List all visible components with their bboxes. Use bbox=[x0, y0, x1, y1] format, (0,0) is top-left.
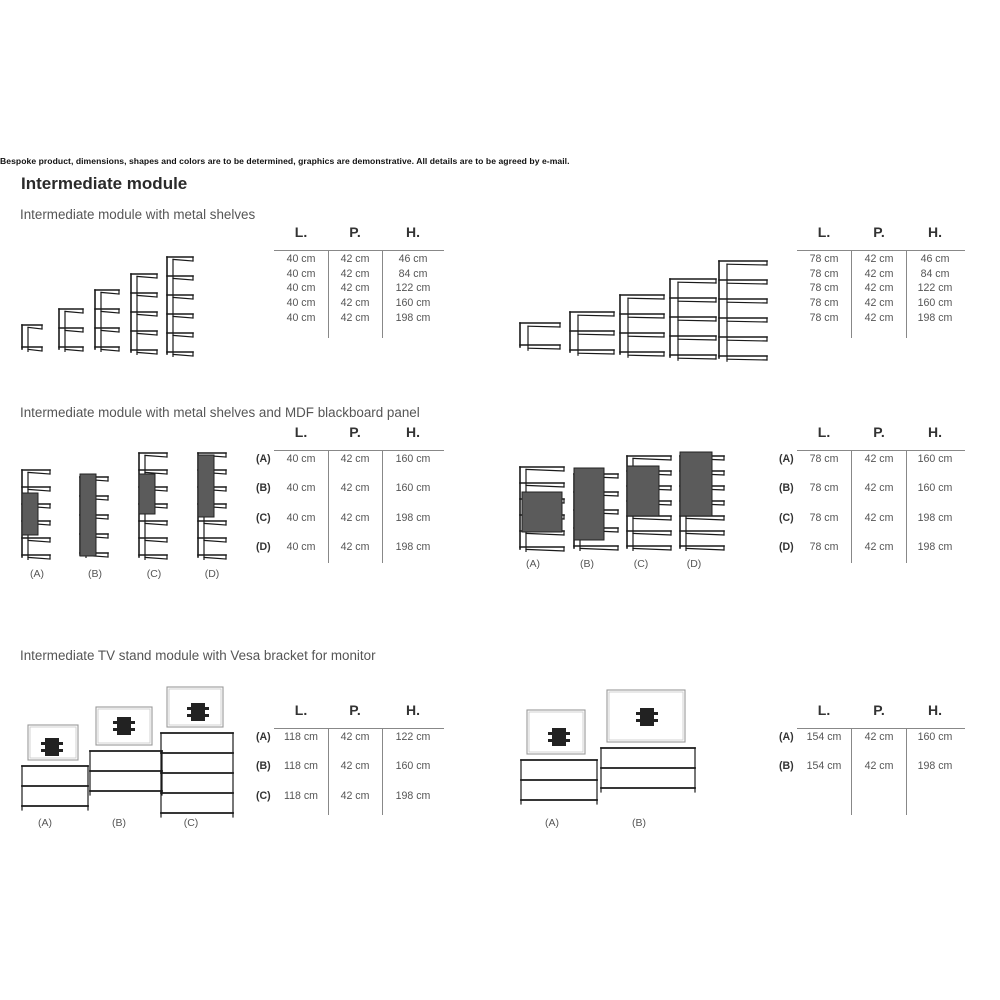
column-header: H. bbox=[928, 424, 942, 440]
table-cell-p: 42 cm bbox=[864, 453, 894, 465]
table-cell-p: 42 cm bbox=[340, 789, 370, 802]
table-cell-h: 160 cm bbox=[917, 482, 953, 495]
shelf-frame-stroke bbox=[633, 458, 671, 460]
table-cell-l: 40 cm bbox=[286, 253, 316, 265]
figure-caption: (D) bbox=[686, 558, 702, 570]
table-cell-p: 42 cm bbox=[340, 267, 370, 280]
table-cell-h: 198 cm bbox=[917, 760, 953, 773]
table-cell-h: 84 cm bbox=[920, 267, 950, 280]
shelf-frame-stroke bbox=[101, 292, 119, 294]
column-header: L. bbox=[817, 702, 831, 718]
table-cell-p: 42 cm bbox=[864, 760, 894, 773]
shelf-frame-stroke bbox=[137, 333, 157, 335]
vesa-bracket bbox=[191, 703, 205, 721]
table-cell-h: 160 cm bbox=[395, 297, 431, 310]
shelf-frame-stroke bbox=[686, 548, 724, 550]
tv-panel-inner bbox=[169, 689, 221, 725]
row-variant-label: (A) bbox=[779, 731, 794, 743]
blackboard-panel bbox=[198, 455, 214, 517]
shelf-frame-stroke bbox=[28, 489, 50, 491]
column-header: P. bbox=[349, 424, 361, 440]
tv-panel-outline bbox=[167, 687, 223, 727]
tv-panel-outline bbox=[527, 710, 585, 754]
table-cell-h: 122 cm bbox=[917, 282, 953, 295]
shelf-frame-stroke bbox=[580, 512, 618, 514]
vesa-bracket-arm bbox=[41, 749, 63, 752]
shelf-frame-stroke bbox=[145, 472, 167, 474]
table-cell-l: 78 cm bbox=[809, 297, 839, 310]
column-header: L. bbox=[294, 224, 308, 240]
shelf-frame-stroke bbox=[727, 359, 767, 360]
shelf-frame-stroke bbox=[686, 533, 724, 535]
row-variant-label: (C) bbox=[256, 789, 271, 802]
shelf-frame-stroke bbox=[145, 557, 167, 559]
table-cell-h: 84 cm bbox=[398, 267, 428, 280]
table-cell-h: 160 cm bbox=[395, 453, 431, 465]
table-cell-p: 42 cm bbox=[340, 540, 370, 553]
vesa-bracket-arm bbox=[636, 719, 658, 722]
shelf-frame-stroke bbox=[578, 334, 614, 335]
shelf-frame-stroke bbox=[173, 297, 193, 299]
shelf-frame-stroke bbox=[86, 479, 108, 481]
shelf-frame-stroke bbox=[173, 259, 193, 261]
tv-panel-inner bbox=[609, 692, 683, 740]
table-cell-h: 198 cm bbox=[395, 540, 431, 553]
row-variant-label: (A) bbox=[256, 453, 271, 465]
shelf-frame-stroke bbox=[145, 540, 167, 542]
table-header-rule bbox=[274, 728, 444, 729]
shelf-frame-stroke bbox=[526, 517, 564, 519]
table-cell-p: 42 cm bbox=[864, 311, 894, 324]
shelf-frame-stroke bbox=[678, 358, 716, 359]
table-cell-l: 40 cm bbox=[286, 297, 316, 310]
table-column-rule bbox=[906, 450, 907, 563]
vesa-bracket-arm bbox=[187, 714, 209, 717]
table-cell-l: 118 cm bbox=[284, 760, 318, 773]
shelf-frame-stroke bbox=[727, 321, 767, 322]
shelf-frame-stroke bbox=[137, 276, 157, 278]
blackboard-panel bbox=[22, 493, 38, 535]
vesa-bracket-arm bbox=[113, 728, 135, 731]
table-cell-h: 122 cm bbox=[395, 282, 431, 295]
shelf-frame-stroke bbox=[686, 458, 724, 460]
shelf-frame-stroke bbox=[578, 315, 614, 316]
shelf-frame-stroke bbox=[86, 536, 108, 538]
shelf-frame-stroke bbox=[28, 506, 50, 508]
table-cell-p: 42 cm bbox=[864, 267, 894, 280]
shelf-frame-stroke bbox=[145, 455, 167, 457]
vesa-bracket-arm bbox=[113, 721, 135, 724]
table-cell-p: 42 cm bbox=[340, 511, 370, 524]
row-variant-label: (B) bbox=[779, 760, 794, 773]
shelf-frame-stroke bbox=[137, 352, 157, 354]
table-column-rule bbox=[906, 250, 907, 338]
table-column-rule bbox=[851, 250, 852, 338]
shelf-frame-stroke bbox=[145, 523, 167, 525]
figure-caption: (B) bbox=[580, 558, 594, 570]
table-header-rule bbox=[797, 450, 965, 451]
table-header-rule bbox=[797, 728, 965, 729]
shelf-frame-stroke bbox=[580, 476, 618, 478]
table-cell-p: 42 cm bbox=[864, 297, 894, 310]
page-title: Intermediate module bbox=[21, 174, 188, 193]
shelf-frame-stroke bbox=[86, 517, 108, 519]
column-header: L. bbox=[294, 702, 308, 718]
shelf-frame-stroke bbox=[628, 298, 664, 299]
row-variant-label: (B) bbox=[256, 760, 271, 773]
column-header: H. bbox=[928, 224, 942, 240]
shelf-frame-stroke bbox=[526, 501, 564, 503]
table-column-rule bbox=[851, 450, 852, 563]
shelf-frame-stroke bbox=[137, 295, 157, 297]
figure-caption: (A) bbox=[545, 817, 559, 829]
table-cell-p: 42 cm bbox=[864, 282, 894, 295]
shelf-frame-stroke bbox=[578, 353, 614, 354]
shelf-frame-stroke bbox=[65, 330, 83, 332]
blackboard-panel bbox=[574, 468, 604, 540]
table-cell-l: 78 cm bbox=[809, 282, 839, 295]
shelf-frame-stroke bbox=[204, 523, 226, 525]
shelf-frame-stroke bbox=[173, 316, 193, 318]
shelf-frame-stroke bbox=[580, 494, 618, 496]
vesa-bracket bbox=[117, 717, 131, 735]
shelf-frame-stroke bbox=[686, 473, 724, 475]
shelf-frame-stroke bbox=[633, 533, 671, 535]
shelf-frame-stroke bbox=[204, 506, 226, 508]
shelf-frame-stroke bbox=[65, 311, 83, 313]
table-cell-l: 40 cm bbox=[286, 540, 316, 553]
shelf-frame-stroke bbox=[678, 282, 716, 283]
disclaimer-text: Bespoke product, dimensions, shapes and colors are to be determined, graphics are demonstrative. All details are to be agreed by e-mail. bbox=[0, 156, 570, 166]
column-header: H. bbox=[406, 424, 420, 440]
shelf-frame-stroke bbox=[628, 336, 664, 337]
table-header-rule bbox=[274, 250, 444, 251]
vesa-bracket-arm bbox=[41, 742, 63, 745]
blackboard-panel bbox=[139, 474, 155, 514]
table-cell-h: 160 cm bbox=[917, 731, 953, 743]
column-header: H. bbox=[928, 702, 942, 718]
shelf-frame-stroke bbox=[727, 264, 767, 265]
shelf-frame-stroke bbox=[633, 473, 671, 475]
figure-caption: (D) bbox=[204, 568, 220, 580]
shelf-frame-stroke bbox=[28, 349, 42, 351]
column-header: L. bbox=[817, 424, 831, 440]
shelf-frame-stroke bbox=[727, 340, 767, 341]
shelf-frame-stroke bbox=[580, 530, 618, 532]
table-column-rule bbox=[382, 728, 383, 815]
column-header: L. bbox=[294, 424, 308, 440]
table-cell-p: 42 cm bbox=[864, 731, 894, 743]
table-cell-p: 42 cm bbox=[340, 760, 370, 773]
shelf-frame-stroke bbox=[727, 283, 767, 284]
table-column-rule bbox=[906, 728, 907, 815]
table-column-rule bbox=[382, 450, 383, 563]
vesa-bracket-arm bbox=[636, 712, 658, 715]
table-cell-h: 198 cm bbox=[917, 511, 953, 524]
row-variant-label: (B) bbox=[256, 482, 271, 495]
table-cell-p: 42 cm bbox=[340, 482, 370, 495]
row-variant-label: (D) bbox=[779, 540, 794, 553]
column-header: P. bbox=[349, 224, 361, 240]
shelf-frame-stroke bbox=[137, 314, 157, 316]
column-header: P. bbox=[873, 224, 885, 240]
table-cell-p: 42 cm bbox=[864, 253, 894, 265]
figure-caption: (A) bbox=[30, 568, 44, 580]
table-cell-p: 42 cm bbox=[864, 482, 894, 495]
column-header: L. bbox=[817, 224, 831, 240]
table-cell-l: 78 cm bbox=[809, 511, 839, 524]
figure-caption: (A) bbox=[38, 817, 52, 829]
shelf-frame-stroke bbox=[28, 327, 42, 329]
row-variant-label: (B) bbox=[779, 482, 794, 495]
tv-panel-inner bbox=[30, 727, 76, 758]
table-cell-h: 198 cm bbox=[395, 511, 431, 524]
shelf-frame-stroke bbox=[526, 469, 564, 471]
table-cell-p: 42 cm bbox=[340, 282, 370, 295]
shelf-frame-stroke bbox=[678, 301, 716, 302]
figure-caption: (C) bbox=[183, 817, 199, 829]
table-cell-l: 40 cm bbox=[286, 482, 316, 495]
table-cell-h: 160 cm bbox=[395, 482, 431, 495]
table-column-rule bbox=[328, 728, 329, 815]
table-cell-l: 78 cm bbox=[809, 482, 839, 495]
column-header: H. bbox=[406, 224, 420, 240]
shelf-frame-stroke bbox=[633, 548, 671, 550]
shelf-frame-stroke bbox=[28, 472, 50, 474]
table-header-rule bbox=[797, 250, 965, 251]
table-cell-l: 40 cm bbox=[286, 453, 316, 465]
table-cell-h: 46 cm bbox=[398, 253, 428, 265]
table-cell-l: 78 cm bbox=[809, 253, 839, 265]
tv-panel-inner bbox=[529, 712, 583, 752]
shelf-frame-stroke bbox=[204, 455, 226, 457]
table-cell-p: 42 cm bbox=[340, 253, 370, 265]
row-variant-label: (A) bbox=[779, 453, 794, 465]
vesa-bracket-arm bbox=[187, 707, 209, 710]
shelf-frame-stroke bbox=[628, 355, 664, 356]
shelf-frame-stroke bbox=[686, 488, 724, 490]
vesa-bracket bbox=[640, 708, 654, 726]
shelf-frame-stroke bbox=[633, 518, 671, 520]
table-cell-p: 42 cm bbox=[340, 311, 370, 324]
shelf-frame-stroke bbox=[678, 339, 716, 340]
figure-caption: (B) bbox=[632, 817, 646, 829]
shelf-frame-stroke bbox=[101, 349, 119, 351]
table-cell-l: 78 cm bbox=[809, 540, 839, 553]
table-cell-h: 46 cm bbox=[920, 253, 950, 265]
table-column-rule bbox=[851, 728, 852, 815]
blackboard-panel bbox=[680, 452, 712, 516]
shelf-frame-stroke bbox=[628, 317, 664, 318]
table-cell-p: 42 cm bbox=[864, 540, 894, 553]
shelf-frame-stroke bbox=[526, 549, 564, 551]
table-cell-h: 160 cm bbox=[395, 760, 431, 773]
tv-panel-outline bbox=[28, 725, 78, 760]
figure-caption: (B) bbox=[88, 568, 102, 580]
table-cell-l: 78 cm bbox=[809, 267, 839, 280]
tv-panel-outline bbox=[607, 690, 685, 742]
shelf-frame-stroke bbox=[204, 472, 226, 474]
figure-caption: (C) bbox=[146, 568, 162, 580]
table-cell-h: 198 cm bbox=[917, 311, 953, 324]
vesa-bracket-arm bbox=[548, 732, 570, 735]
table-cell-l: 78 cm bbox=[809, 453, 839, 465]
row-variant-label: (C) bbox=[779, 511, 794, 524]
section-title-metal-shelves: Intermediate module with metal shelves bbox=[20, 207, 256, 222]
table-cell-h: 198 cm bbox=[395, 311, 431, 324]
table-cell-l: 154 cm bbox=[806, 731, 842, 743]
section-title-tv-stand: Intermediate TV stand module with Vesa bracket for monitor bbox=[20, 648, 376, 663]
table-cell-h: 122 cm bbox=[395, 731, 431, 743]
table-cell-l: 78 cm bbox=[809, 311, 839, 324]
section-title-blackboard-panel: Intermediate module with metal shelves and MDF blackboard panel bbox=[20, 405, 420, 420]
shelf-frame-stroke bbox=[528, 348, 560, 349]
shelf-frame-stroke bbox=[145, 506, 167, 508]
shelf-frame-stroke bbox=[86, 555, 108, 557]
table-cell-h: 160 cm bbox=[917, 453, 953, 465]
shelf-frame-stroke bbox=[686, 518, 724, 520]
column-header: P. bbox=[873, 702, 885, 718]
table-cell-h: 198 cm bbox=[917, 540, 953, 553]
vesa-bracket bbox=[552, 728, 566, 746]
table-cell-l: 40 cm bbox=[286, 282, 316, 295]
tv-panel-inner bbox=[98, 709, 150, 743]
shelf-frame-stroke bbox=[633, 503, 671, 505]
table-cell-h: 198 cm bbox=[395, 789, 431, 802]
column-header: P. bbox=[873, 424, 885, 440]
table-cell-l: 40 cm bbox=[286, 311, 316, 324]
shelf-frame-stroke bbox=[686, 503, 724, 505]
shelf-frame-stroke bbox=[678, 320, 716, 321]
shelf-frame-stroke bbox=[580, 548, 618, 550]
shelf-frame-stroke bbox=[101, 311, 119, 313]
blackboard-panel bbox=[522, 492, 562, 532]
shelf-frame-stroke bbox=[173, 335, 193, 337]
table-column-rule bbox=[328, 250, 329, 338]
figure-caption: (A) bbox=[526, 558, 540, 570]
row-variant-label: (D) bbox=[256, 540, 271, 553]
table-cell-l: 40 cm bbox=[286, 511, 316, 524]
shelf-frame-stroke bbox=[727, 302, 767, 303]
vesa-bracket bbox=[45, 738, 59, 756]
shelf-frame-stroke bbox=[28, 557, 50, 559]
shelf-frame-stroke bbox=[528, 326, 560, 327]
row-variant-label: (A) bbox=[256, 731, 271, 743]
table-header-rule bbox=[274, 450, 444, 451]
row-variant-label: (C) bbox=[256, 511, 271, 524]
table-cell-l: 40 cm bbox=[286, 267, 316, 280]
column-header: H. bbox=[406, 702, 420, 718]
shelf-frame-stroke bbox=[28, 523, 50, 525]
figure-caption: (C) bbox=[633, 558, 649, 570]
shelf-frame-stroke bbox=[86, 498, 108, 500]
table-cell-l: 118 cm bbox=[284, 731, 318, 743]
table-cell-h: 160 cm bbox=[917, 297, 953, 310]
shelf-frame-stroke bbox=[145, 489, 167, 491]
shelf-frame-stroke bbox=[526, 533, 564, 535]
table-cell-p: 42 cm bbox=[340, 731, 370, 743]
blackboard-panel bbox=[627, 466, 659, 516]
shelf-frame-stroke bbox=[204, 489, 226, 491]
table-cell-p: 42 cm bbox=[340, 297, 370, 310]
table-cell-l: 154 cm bbox=[806, 760, 842, 773]
column-header: P. bbox=[349, 702, 361, 718]
shelf-frame-stroke bbox=[526, 485, 564, 487]
table-cell-l: 118 cm bbox=[284, 789, 318, 802]
shelf-frame-stroke bbox=[173, 354, 193, 356]
shelf-frame-stroke bbox=[28, 540, 50, 542]
tv-panel-outline bbox=[96, 707, 152, 745]
table-cell-p: 42 cm bbox=[864, 511, 894, 524]
blackboard-panel bbox=[80, 474, 96, 556]
table-column-rule bbox=[382, 250, 383, 338]
shelf-frame-stroke bbox=[65, 349, 83, 351]
shelf-frame-stroke bbox=[633, 488, 671, 490]
shelf-frame-stroke bbox=[173, 278, 193, 280]
table-column-rule bbox=[328, 450, 329, 563]
figure-caption: (B) bbox=[112, 817, 126, 829]
table-cell-p: 42 cm bbox=[340, 453, 370, 465]
vesa-bracket-arm bbox=[548, 739, 570, 742]
shelf-frame-stroke bbox=[204, 540, 226, 542]
shelf-frame-stroke bbox=[204, 557, 226, 559]
shelf-frame-stroke bbox=[101, 330, 119, 332]
